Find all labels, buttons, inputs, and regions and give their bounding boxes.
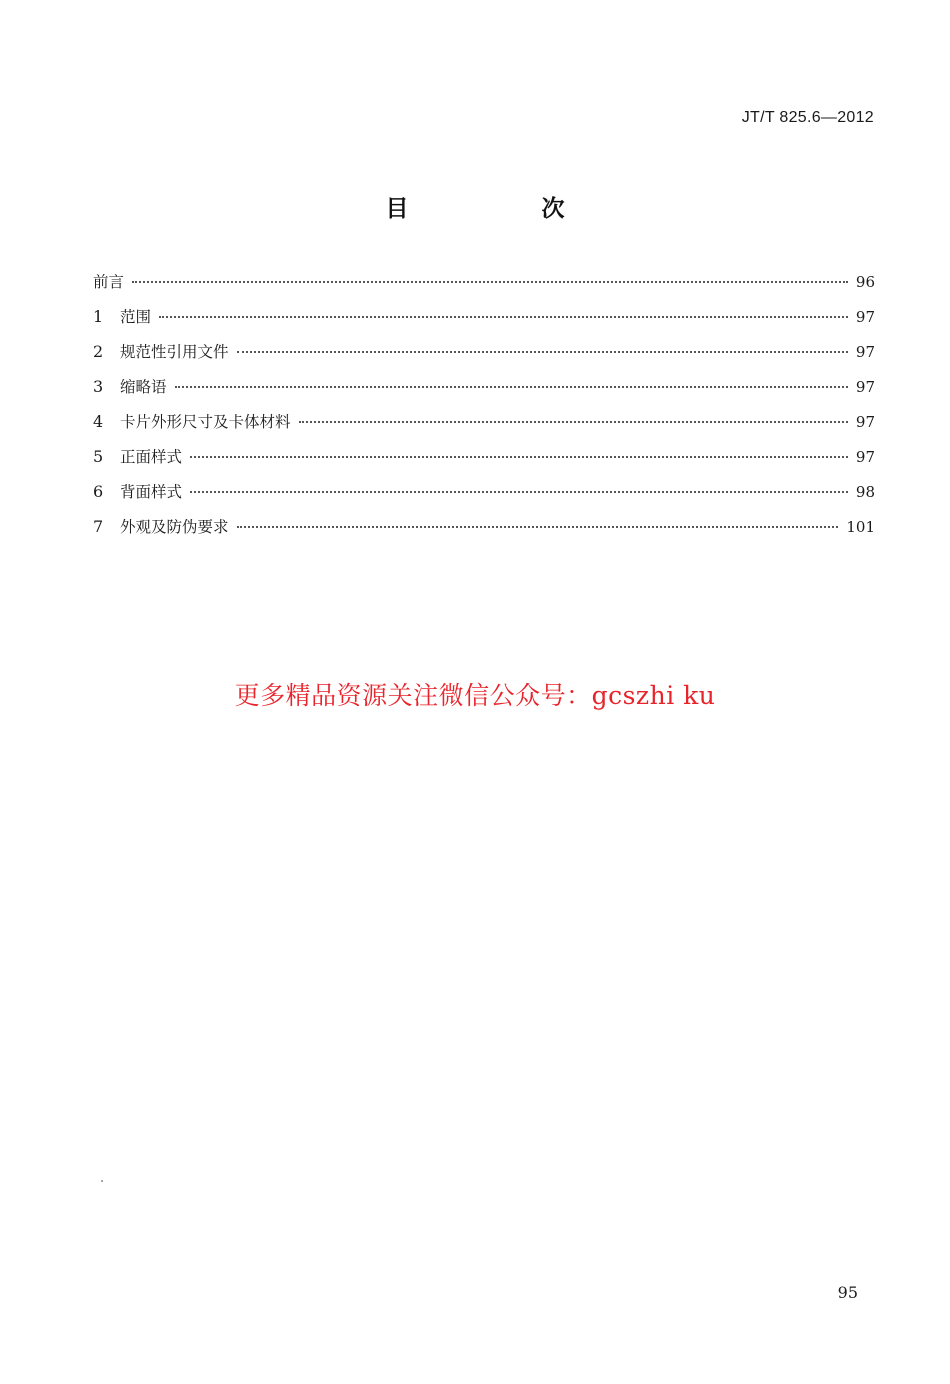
dot-leader [132,281,848,283]
toc-entry-scope[interactable] [93,305,875,340]
dot-leader [190,491,848,493]
toc-entry-page: 97 [855,378,875,396]
toc-entry-page: 98 [855,483,875,501]
page-title: 目 次 [385,196,620,222]
toc-entry-number: 1 [93,307,104,326]
standard-code: JT/T 825.6—2012 [741,109,874,126]
watermark-text: 更多精品资源关注微信公众号：gcszhi ku [234,681,716,710]
toc-entry-label: 缩略语 [120,378,167,396]
toc-entry-foreword[interactable] [93,270,875,305]
dot-leader [237,526,839,528]
toc-entry-page: 97 [855,448,875,466]
toc-entry-label: 正面样式 [120,448,183,466]
toc-entry-number: 2 [93,342,104,361]
toc-entry-number: 3 [93,377,104,396]
dot-leader [159,316,848,318]
toc-entry-page: 97 [855,308,875,326]
toc-entry-front-style[interactable] [93,445,875,480]
toc-entry-label: 卡片外形尺寸及卡体材料 [120,413,291,431]
page-number: 95 [837,1283,858,1302]
toc-entry-number: 4 [93,412,104,431]
scan-speck [101,1180,103,1182]
dot-leader [237,351,848,353]
dot-leader [190,456,848,458]
toc-entry-label: 外观及防伪要求 [120,518,229,536]
toc-entry-card-dimensions[interactable] [93,410,875,445]
toc-entry-page: 97 [855,413,875,431]
toc-entry-number: 5 [93,447,104,466]
table-of-contents [93,270,875,550]
toc-entry-number: 6 [93,482,104,501]
toc-entry-label: 范围 [120,308,152,326]
toc-entry-normative-references[interactable] [93,340,875,375]
dot-leader [299,421,848,423]
toc-entry-page: 96 [855,273,875,291]
toc-entry-number: 7 [93,517,104,536]
dot-leader [175,386,848,388]
toc-entry-back-style[interactable] [93,480,875,515]
toc-entry-label: 前言 [93,273,125,291]
toc-entry-appearance-anti-counterfeit[interactable] [93,515,875,550]
toc-entry-page: 97 [855,343,875,361]
toc-entry-label: 规范性引用文件 [120,343,229,361]
toc-entry-abbreviations[interactable] [93,375,875,410]
toc-entry-page: 101 [846,518,875,536]
toc-entry-label: 背面样式 [120,483,183,501]
